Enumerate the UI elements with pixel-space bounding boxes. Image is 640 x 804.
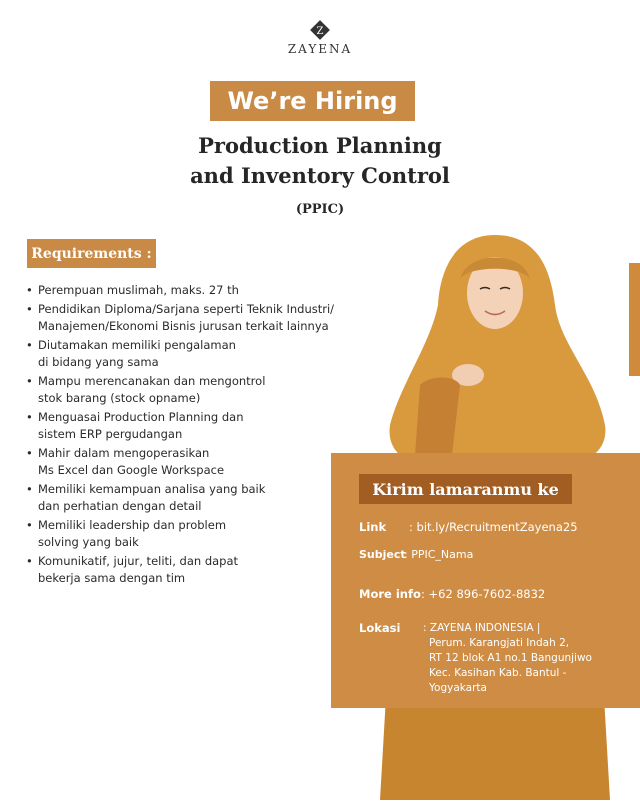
requirement-item [26,282,356,299]
brand-logo [0,20,640,56]
requirement-item [26,481,356,515]
requirement-line: • Memiliki leadership dan problem [38,518,227,532]
requirement-line: solving yang baik [38,535,139,549]
requirements-list [26,282,356,589]
requirement-line: Ms Excel dan Google Workspace [38,463,225,477]
phone-number[interactable]: : +62 896-7602-8832 [421,587,546,601]
requirement-item [26,409,356,443]
apply-heading: Kirim lamaranmu ke [359,474,572,504]
job-title-line2: and Inventory Control [190,163,450,188]
requirement-line: • Perempuan muslimah, maks. 27 th [38,283,239,297]
link-label: Link [359,520,387,534]
requirement-line: • Diutamakan memiliki pengalaman [38,338,236,352]
brand-name: ZAYENA [287,42,353,56]
address-line: Yogyakarta [429,682,487,694]
requirement-item [26,553,356,587]
requirement-item [26,517,356,551]
requirement-line: • Mampu merencanakan dan mengontrol [38,374,266,388]
address [423,621,623,696]
requirement-line: stok barang (stock opname) [38,391,201,405]
requirement-line: • Pendidikan Diploma/Sarjana seperti Teknik Industri/ [38,302,335,316]
requirement-line: • Menguasai Production Planning dan [38,410,244,424]
requirement-line: • Komunikatif, jujur, teliti, dan dapat [38,554,239,568]
job-title-line1: Production Planning [198,133,442,158]
requirement-line: bekerja sama dengan tim [38,571,186,585]
link-row [359,520,578,534]
requirement-line: di bidang yang sama [38,355,159,369]
requirement-line: dan perhatian dengan detail [38,499,202,513]
logo-diamond-icon [310,20,330,40]
svg-text:Z: Z [316,26,324,37]
decorative-bar [629,263,640,376]
subject-label: Subject [359,548,406,561]
hiring-banner: We’re Hiring [210,81,415,121]
address-line: RT 12 blok A1 no.1 Bangunjiwo [429,652,592,664]
requirement-item [26,337,356,371]
address-line: Kec. Kasihan Kab. Bantul - [429,667,567,679]
requirement-item [26,301,356,335]
lokasi-label: Lokasi [359,621,401,635]
subject-value: : PPIC_Nama [404,548,474,561]
address-line: : ZAYENA INDONESIA | [423,622,541,634]
apply-link[interactable]: : bit.ly/RecruitmentZayena25 [409,520,578,534]
requirement-line: Manajemen/Ekonomi Bisnis jurusan terkait lainnya [38,319,329,333]
address-line: Perum. Karangjati Indah 2, [429,637,570,649]
job-title [0,131,640,191]
requirements-heading: Requirements : [27,239,156,268]
lokasi-row [359,621,400,635]
moreinfo-row [359,587,545,601]
job-abbreviation: (PPIC) [295,202,345,217]
requirement-line: sistem ERP pergudangan [38,427,183,441]
requirement-item [26,445,356,479]
requirement-line: • Mahir dalam mengoperasikan [38,446,210,460]
moreinfo-label: More info [359,587,421,601]
subject-row [359,548,473,561]
requirement-item [26,373,356,407]
requirement-line: • Memiliki kemampuan analisa yang baik [38,482,266,496]
